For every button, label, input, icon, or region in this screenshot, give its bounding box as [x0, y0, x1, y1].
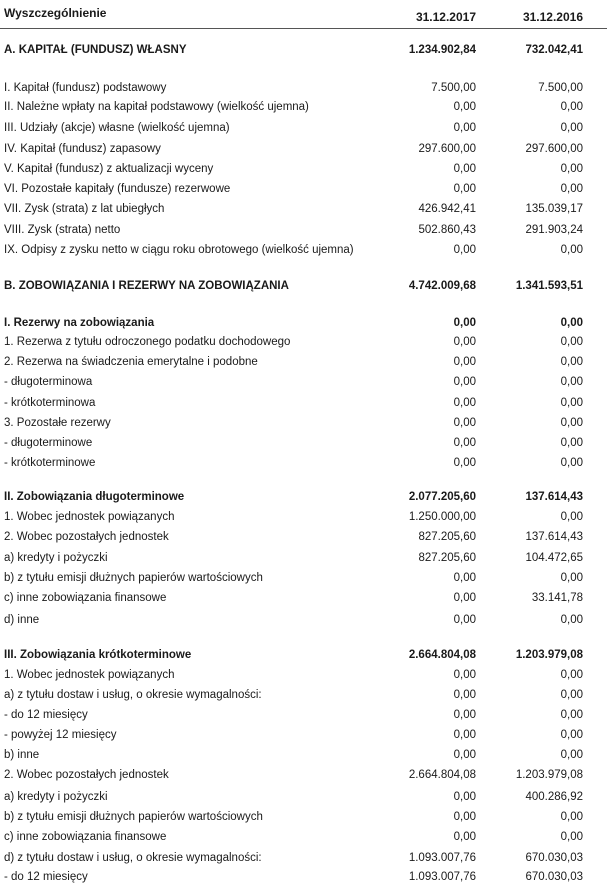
row-label: - długoterminowe: [4, 437, 93, 449]
table-row: [0, 276, 607, 296]
row-value-2017: 827.205,60: [418, 552, 476, 564]
row-value-2016: 0,00: [560, 183, 583, 195]
row-value-2016: 137.614,43: [525, 491, 583, 503]
row-value-2016: 0,00: [560, 457, 583, 469]
row-value-2017: 0,00: [453, 669, 476, 681]
table-row: [0, 685, 607, 705]
row-label: B. ZOBOWIĄZANIA I REZERWY NA ZOBOWIĄZANIA: [4, 280, 289, 292]
table-row: [0, 159, 607, 179]
row-label: d) z tytułu dostaw i usług, o okresie wymagalności:: [4, 852, 262, 864]
table-row: [0, 507, 607, 527]
row-label: III. Zobowiązania krótkoterminowe: [4, 649, 192, 661]
table-row: [0, 548, 607, 568]
row-value-2016: 0,00: [560, 572, 583, 584]
row-label: 2. Rezerwa na świadczenia emerytalne i podobne: [4, 356, 258, 368]
row-value-2017: 0,00: [453, 317, 476, 329]
row-label: VIII. Zysk (strata) netto: [4, 224, 121, 236]
row-value-2017: 0,00: [453, 376, 476, 388]
row-value-2016: 0,00: [560, 163, 583, 175]
row-label: 3. Pozostałe rezerwy: [4, 417, 111, 429]
table-row: [0, 568, 607, 588]
table-row: [0, 487, 607, 507]
row-value-2016: 0,00: [560, 397, 583, 409]
row-value-2017: 2.077.205,60: [408, 491, 476, 503]
row-label: - do 12 miesięcy: [4, 709, 88, 721]
row-value-2017: 0,00: [453, 729, 476, 741]
row-value-2017: 1.234.902,84: [408, 44, 476, 56]
row-value-2016: 0,00: [560, 709, 583, 721]
row-value-2017: 0,00: [453, 163, 476, 175]
table-row: [0, 372, 607, 392]
row-value-2016: 0,00: [560, 376, 583, 388]
header-date-2017: 31.12.2017: [415, 10, 476, 24]
table-row: [0, 787, 607, 807]
row-value-2017: 827.205,60: [418, 531, 476, 543]
row-value-2017: 0,00: [453, 811, 476, 823]
row-value-2017: 4.742.009,68: [408, 280, 476, 292]
table-row: [0, 313, 607, 333]
row-value-2016: 0,00: [560, 831, 583, 843]
row-value-2016: 0,00: [560, 669, 583, 681]
row-label: II. Zobowiązania długoterminowe: [4, 491, 185, 503]
row-value-2017: 0,00: [453, 183, 476, 195]
row-label: VII. Zysk (strata) z lat ubiegłych: [4, 203, 165, 215]
row-value-2017: 7.500,00: [431, 82, 476, 94]
table-row: [0, 413, 607, 433]
row-value-2017: 0,00: [453, 689, 476, 701]
header-divider: [0, 28, 607, 29]
row-value-2017: 0,00: [453, 592, 476, 604]
row-value-2017: 1.250.000,00: [408, 511, 476, 523]
row-value-2017: 1.093.007,76: [408, 871, 476, 883]
row-value-2017: 0,00: [453, 101, 476, 113]
row-label: - długoterminowa: [4, 376, 93, 388]
row-label: A. KAPITAŁ (FUNDUSZ) WŁASNY: [4, 44, 187, 56]
row-label: 1. Wobec jednostek powiązanych: [4, 511, 175, 523]
table-row: [0, 765, 607, 785]
table-row: [0, 78, 607, 98]
table-row: [0, 807, 607, 827]
header-date-2016: 31.12.2016: [522, 10, 583, 24]
row-value-2017: 0,00: [453, 791, 476, 803]
table-row: [0, 848, 607, 868]
row-value-2016: 297.600,00: [525, 143, 583, 155]
row-value-2017: 0,00: [453, 572, 476, 584]
row-label: 2. Wobec pozostałych jednostek: [4, 769, 169, 781]
row-value-2017: 0,00: [453, 614, 476, 626]
row-value-2016: 0,00: [560, 729, 583, 741]
table-row: [0, 725, 607, 745]
row-value-2017: 2.664.804,08: [408, 649, 476, 661]
row-value-2017: 2.664.804,08: [408, 769, 476, 781]
table-row: [0, 199, 607, 219]
row-label: VI. Pozostałe kapitały (fundusze) rezerwowe: [4, 183, 231, 195]
row-label: - krótkoterminowa: [4, 397, 96, 409]
row-value-2016: 137.614,43: [525, 531, 583, 543]
row-label: a) kredyty i pożyczki: [4, 552, 108, 564]
row-value-2016: 0,00: [560, 689, 583, 701]
row-value-2016: 732.042,41: [525, 44, 583, 56]
table-row: [0, 433, 607, 453]
table-row: [0, 393, 607, 413]
row-value-2016: 104.472,65: [525, 552, 583, 564]
row-label: - powyżej 12 miesięcy: [4, 729, 117, 741]
table-row: [0, 352, 607, 372]
row-value-2016: 0,00: [560, 101, 583, 113]
row-value-2017: 0,00: [453, 437, 476, 449]
table-row: [0, 665, 607, 685]
row-label: c) inne zobowiązania finansowe: [4, 831, 167, 843]
row-value-2016: 0,00: [560, 244, 583, 256]
row-value-2016: 135.039,17: [525, 203, 583, 215]
row-value-2017: 0,00: [453, 397, 476, 409]
row-label: b) inne: [4, 749, 40, 761]
row-value-2016: 0,00: [560, 317, 583, 329]
row-value-2016: 400.286,92: [525, 791, 583, 803]
row-label: IV. Kapitał (fundusz) zapasowy: [4, 143, 161, 155]
row-label: V. Kapitał (fundusz) z aktualizacji wyceny: [4, 163, 214, 175]
row-value-2016: 0,00: [560, 811, 583, 823]
row-label: d) inne: [4, 614, 40, 626]
table-row: [0, 867, 607, 887]
row-value-2016: 7.500,00: [538, 82, 583, 94]
row-value-2017: 0,00: [453, 122, 476, 134]
row-value-2016: 0,00: [560, 336, 583, 348]
row-value-2017: 0,00: [453, 417, 476, 429]
table-row: [0, 827, 607, 847]
table-row: [0, 745, 607, 765]
row-label: c) inne zobowiązania finansowe: [4, 592, 167, 604]
row-value-2017: 0,00: [453, 336, 476, 348]
row-label: a) z tytułu dostaw i usług, o okresie wymagalności:: [4, 689, 262, 701]
row-value-2017: 426.942,41: [418, 203, 476, 215]
table-row: [0, 118, 607, 138]
row-label: - do 12 miesięcy: [4, 871, 88, 883]
row-value-2017: 297.600,00: [418, 143, 476, 155]
row-value-2017: 0,00: [453, 244, 476, 256]
table-row: [0, 588, 607, 608]
row-value-2017: 502.860,43: [418, 224, 476, 236]
row-value-2016: 1.203.979,08: [515, 649, 583, 661]
row-label: I. Rezerwy na zobowiązania: [4, 317, 155, 329]
table-row: [0, 453, 607, 473]
row-label: IX. Odpisy z zysku netto w ciągu roku obrotowego (wielkość ujemna): [4, 244, 354, 256]
row-value-2016: 670.030,03: [525, 871, 583, 883]
row-value-2017: 0,00: [453, 457, 476, 469]
row-label: 2. Wobec pozostałych jednostek: [4, 531, 169, 543]
table-row: [0, 40, 607, 60]
table-row: [0, 527, 607, 547]
header-description: Wyszczególnienie: [4, 6, 107, 20]
table-row: [0, 610, 607, 630]
table-row: [0, 705, 607, 725]
row-label: II. Należne wpłaty na kapitał podstawowy (wielkość ujemna): [4, 101, 309, 113]
row-value-2016: 291.903,24: [525, 224, 583, 236]
row-value-2016: 0,00: [560, 356, 583, 368]
row-value-2016: 0,00: [560, 437, 583, 449]
row-value-2016: 1.341.593,51: [515, 280, 583, 292]
row-value-2016: 670.030,03: [525, 852, 583, 864]
row-value-2016: 0,00: [560, 511, 583, 523]
table-row: [0, 240, 607, 260]
table-row: [0, 645, 607, 665]
row-value-2017: 0,00: [453, 356, 476, 368]
row-label: b) z tytułu emisji dłużnych papierów wartościowych: [4, 572, 263, 584]
row-value-2017: 0,00: [453, 831, 476, 843]
row-value-2017: 1.093.007,76: [408, 852, 476, 864]
row-value-2016: 0,00: [560, 417, 583, 429]
row-value-2016: 0,00: [560, 122, 583, 134]
table-row: [0, 139, 607, 159]
row-value-2016: 0,00: [560, 614, 583, 626]
row-label: III. Udziały (akcje) własne (wielkość ujemna): [4, 122, 230, 134]
row-label: - krótkoterminowe: [4, 457, 96, 469]
row-value-2017: 0,00: [453, 749, 476, 761]
row-label: I. Kapitał (fundusz) podstawowy: [4, 82, 167, 94]
row-label: b) z tytułu emisji dłużnych papierów wartościowych: [4, 811, 263, 823]
row-value-2016: 33.141,78: [531, 592, 583, 604]
row-label: a) kredyty i pożyczki: [4, 791, 108, 803]
table-row: [0, 332, 607, 352]
row-value-2016: 1.203.979,08: [515, 769, 583, 781]
table-row: [0, 97, 607, 117]
row-value-2017: 0,00: [453, 709, 476, 721]
table-header: [0, 0, 607, 28]
row-label: 1. Rezerwa z tytułu odroczonego podatku dochodowego: [4, 336, 291, 348]
table-row: [0, 220, 607, 240]
row-value-2016: 0,00: [560, 749, 583, 761]
table-row: [0, 179, 607, 199]
row-label: 1. Wobec jednostek powiązanych: [4, 669, 175, 681]
